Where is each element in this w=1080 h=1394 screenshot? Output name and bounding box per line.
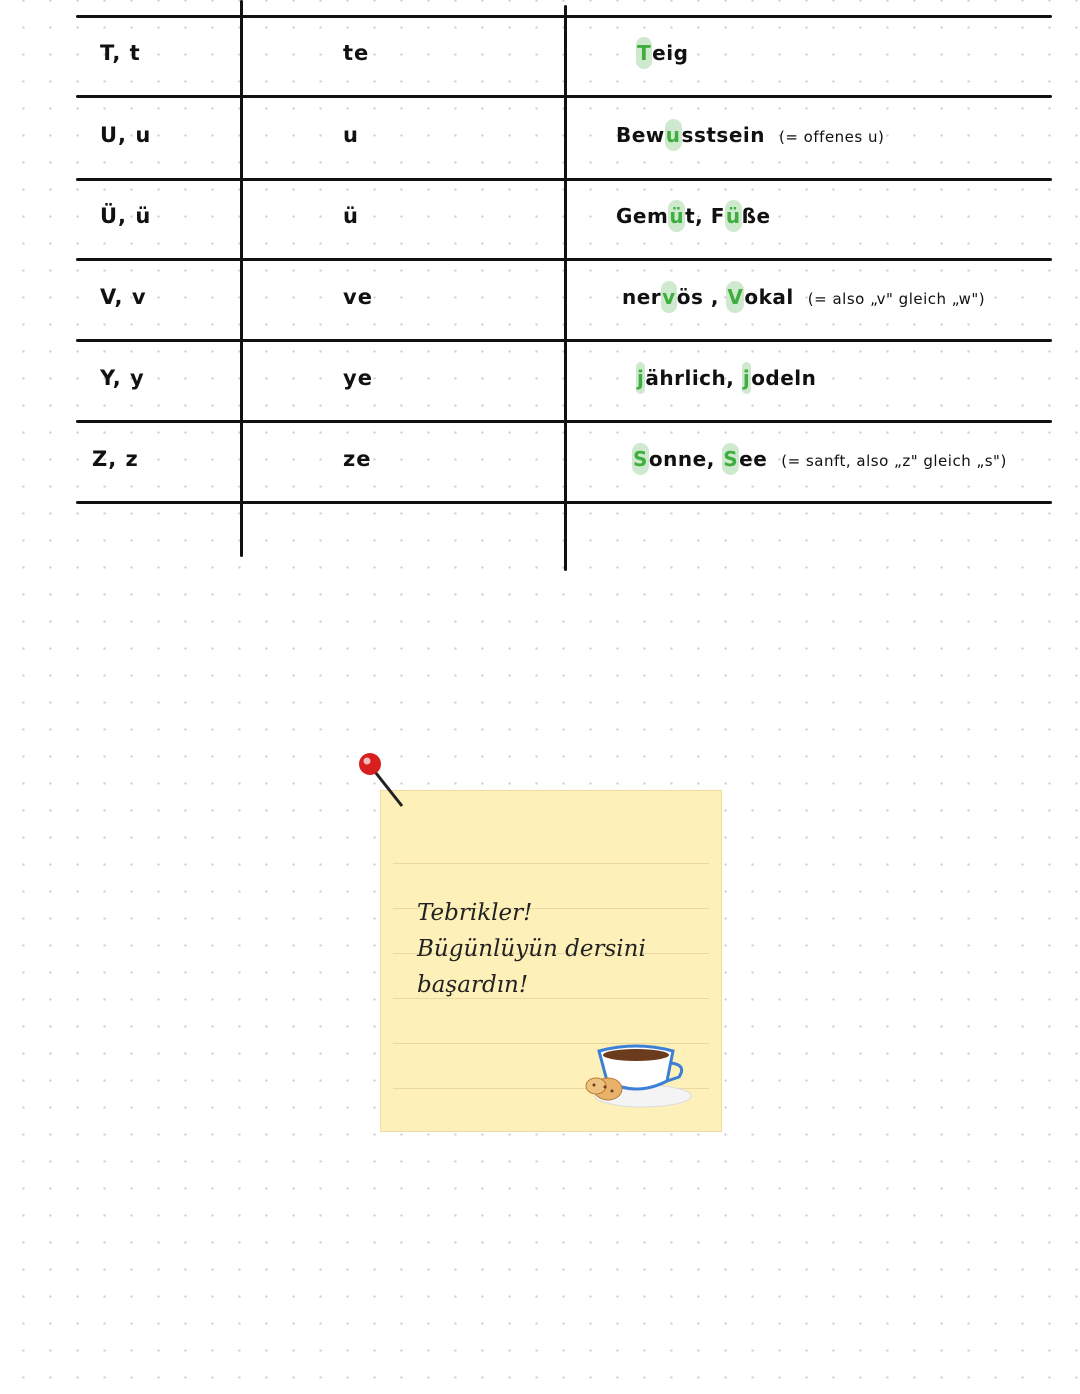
coffee-cup-icon: [581, 1041, 696, 1111]
sticky-note-text: [417, 895, 646, 1003]
example-text: onne,: [648, 446, 723, 471]
letter-cell: U, u: [100, 122, 152, 147]
example-text: ee: [739, 446, 768, 471]
highlighted-letter: V: [726, 281, 744, 313]
example-text: eig: [652, 41, 689, 65]
example-cell: [622, 285, 985, 309]
highlighted-letter: T: [636, 37, 652, 69]
highlighted-letter: S: [632, 443, 649, 475]
name-cell: ü: [343, 204, 359, 228]
highlighted-letter: v: [661, 281, 677, 313]
note-rule: [393, 863, 709, 864]
example-text: ährlich,: [645, 365, 742, 390]
letter-cell: Ü, ü: [100, 204, 152, 228]
pronunciation-note: (= sanft, also „z" gleich „s"): [781, 451, 1007, 470]
example-cell: [632, 447, 1007, 471]
highlighted-letter: u: [665, 119, 682, 151]
example-text: Gem: [616, 204, 669, 228]
letter-cell: Y, y: [100, 365, 145, 390]
example-cell: [616, 123, 884, 147]
example-text: F: [710, 204, 725, 228]
name-cell: ze: [343, 446, 372, 471]
highlighted-letter: j: [636, 362, 645, 394]
example-text: ner: [622, 284, 662, 309]
sticky-note: [380, 790, 722, 1132]
pushpin-icon: [356, 750, 408, 810]
example-text: Bew: [616, 122, 665, 147]
letter-cell: T, t: [100, 41, 141, 65]
pronunciation-note: (= offenes u): [778, 127, 885, 146]
name-cell: u: [343, 122, 359, 147]
highlighted-letter: ü: [668, 200, 685, 232]
example-cell: [616, 204, 771, 228]
pronunciation-note: (= also „v" gleich „w"): [807, 289, 986, 308]
note-line: Bügünlüyün dersini: [417, 936, 646, 962]
letter-cell: Z, z: [92, 446, 139, 471]
example-text: sstsein: [681, 122, 765, 147]
example-cell: [636, 41, 688, 65]
example-text: ße: [741, 204, 771, 228]
name-cell: ye: [343, 365, 373, 390]
note-line: başardın!: [417, 972, 529, 998]
letter-cell: V, v: [100, 284, 147, 309]
column-divider: [240, 0, 243, 557]
column-divider: [564, 5, 567, 571]
example-cell: [636, 366, 816, 390]
note-line: Tebrikler!: [417, 900, 533, 926]
name-cell: te: [343, 41, 370, 65]
example-text: ös ,: [676, 284, 727, 309]
name-cell: ve: [343, 284, 373, 309]
example-text: okal: [744, 284, 794, 309]
highlighted-letter: j: [742, 362, 751, 394]
highlighted-letter: ü: [725, 200, 742, 232]
example-text: t,: [685, 204, 711, 228]
example-text: odeln: [751, 365, 817, 390]
highlighted-letter: S: [722, 443, 739, 475]
